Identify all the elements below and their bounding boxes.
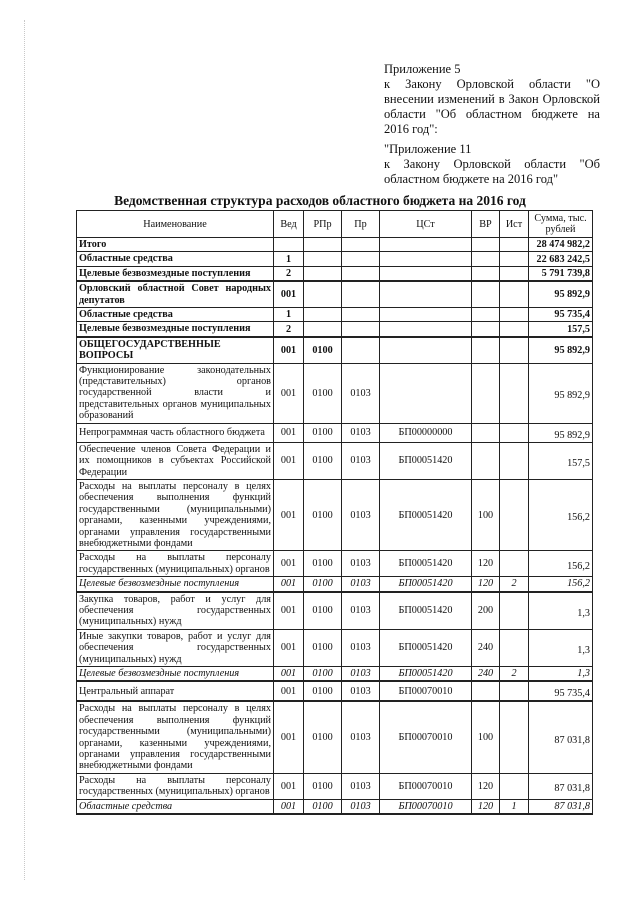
cell-ist [500,238,529,252]
header-vr: ВР [472,211,500,238]
cell-rpr: 0100 [304,442,342,479]
cell-vr [472,238,500,252]
cell-rpr: 0100 [304,551,342,577]
cell-rpr: 0100 [304,592,342,630]
cell-sum: 95 735,4 [529,681,593,701]
cell-vr: 100 [472,701,500,773]
cell-rpr [304,266,342,281]
cell-sum: 1,3 [529,629,593,666]
page-edge-marks [24,20,25,880]
annex-5-text: к Закону Орловской области "О внесении изменений в Закон Орловской области "Об областном бюджете на 2016 год": [384,77,600,136]
cell-ist [500,281,529,307]
table-row [77,337,593,363]
cell-pr: 0103 [342,442,380,479]
cell-name: Непрограммная часть областного бюджета [77,423,274,442]
cell-ist: 1 [500,799,529,814]
table-row [77,252,593,266]
table-row [77,423,593,442]
cell-rpr: 0100 [304,701,342,773]
cell-vr [472,266,500,281]
cell-rpr [304,322,342,337]
cell-vr [472,423,500,442]
cell-ist [500,337,529,363]
cell-ist [500,266,529,281]
cell-ist [500,252,529,266]
cell-cst [380,308,472,322]
cell-pr: 0103 [342,773,380,799]
cell-name: Орловский областной Совет народных депутатов [77,281,274,307]
cell-rpr: 0100 [304,799,342,814]
cell-cst: БП00051420 [380,577,472,592]
table-row [77,667,593,682]
cell-rpr: 0100 [304,337,342,363]
cell-vr [472,681,500,701]
table-body [77,238,593,815]
cell-name: Целевые безвозмездные поступления [77,266,274,281]
cell-pr: 0103 [342,629,380,666]
cell-ist [500,773,529,799]
table-row [77,238,593,252]
cell-sum: 87 031,8 [529,799,593,814]
cell-name: Областные средства [77,252,274,266]
annex-5-title: Приложение 5 [384,62,461,76]
cell-ist [500,442,529,479]
cell-ved: 001 [274,681,304,701]
cell-vr [472,363,500,423]
cell-cst [380,266,472,281]
table-row [77,479,593,550]
budget-table [76,210,593,815]
cell-name: Расходы на выплаты персоналу в целях обеспечения выполнения функций государственными (муниципальными) органами, казенными учреждениями, органами управления государственными внебюджетными фондами [77,479,274,550]
cell-cst [380,363,472,423]
table-row [77,701,593,773]
cell-cst: БП00070010 [380,701,472,773]
header-ved: Вед [274,211,304,238]
cell-ved: 001 [274,337,304,363]
cell-cst [380,337,472,363]
cell-cst: БП00070010 [380,681,472,701]
cell-rpr [304,308,342,322]
cell-pr: 0103 [342,423,380,442]
cell-cst [380,322,472,337]
cell-sum: 5 791 739,8 [529,266,593,281]
cell-pr: 0103 [342,592,380,630]
cell-vr [472,442,500,479]
table-row [77,799,593,814]
cell-name: Закупка товаров, работ и услуг для обеспечения государственных (муниципальных) нужд [77,592,274,630]
cell-ist [500,423,529,442]
cell-name: Областные средства [77,308,274,322]
cell-cst: БП00051420 [380,551,472,577]
cell-name: Целевые безвозмездные поступления [77,322,274,337]
cell-name: Функционирование законодательных (представительных) органов государственной власти и представительных органов муниципальных образований [77,363,274,423]
header-cst: ЦСт [380,211,472,238]
cell-rpr [304,281,342,307]
cell-cst [380,238,472,252]
cell-cst [380,252,472,266]
header-sum: Сумма, тыс. рублей [529,211,593,238]
cell-vr: 240 [472,629,500,666]
cell-pr: 0103 [342,363,380,423]
cell-rpr [304,238,342,252]
cell-ved: 001 [274,629,304,666]
cell-ist [500,592,529,630]
cell-vr [472,308,500,322]
cell-name: ОБЩЕГОСУДАРСТВЕННЫЕ ВОПРОСЫ [77,337,274,363]
cell-sum: 1,3 [529,667,593,682]
cell-sum: 28 474 982,2 [529,238,593,252]
cell-name: Расходы на выплаты персоналу в целях обеспечения выполнения функций государственными (муниципальными) органами, казенными учреждениями, органами управления государственными внебюджетными фондами [77,701,274,773]
cell-sum: 157,5 [529,322,593,337]
table-row [77,629,593,666]
cell-name: Расходы на выплаты персоналу государственных (муниципальных) органов [77,773,274,799]
cell-rpr: 0100 [304,681,342,701]
annex-11-title: "Приложение 11 [384,142,472,156]
cell-vr [472,252,500,266]
cell-ist [500,551,529,577]
cell-ist: 2 [500,577,529,592]
header-pr: Пр [342,211,380,238]
cell-sum: 95 735,4 [529,308,593,322]
cell-sum: 95 892,9 [529,363,593,423]
document-title: Ведомственная структура расходов областного бюджета на 2016 год [114,193,526,208]
cell-rpr: 0100 [304,629,342,666]
cell-pr: 0103 [342,681,380,701]
table-row [77,281,593,307]
table-row [77,681,593,701]
cell-cst [380,281,472,307]
table-row [77,363,593,423]
cell-ved: 001 [274,773,304,799]
cell-vr: 120 [472,577,500,592]
cell-ved: 001 [274,442,304,479]
cell-sum: 1,3 [529,592,593,630]
cell-vr [472,322,500,337]
cell-pr: 0103 [342,479,380,550]
annex-5-header [384,62,600,137]
cell-rpr: 0100 [304,423,342,442]
cell-ved: 001 [274,592,304,630]
cell-cst: БП00051420 [380,592,472,630]
cell-name: Обеспечение членов Совета Федерации и их помощников в субъектах Российской Федерации [77,442,274,479]
cell-pr [342,266,380,281]
cell-ist [500,701,529,773]
table-row [77,551,593,577]
cell-cst: БП00000000 [380,423,472,442]
cell-sum: 95 892,9 [529,337,593,363]
header-ist: Ист [500,211,529,238]
cell-ist [500,681,529,701]
cell-ved: 001 [274,423,304,442]
cell-name: Целевые безвозмездные поступления [77,667,274,682]
cell-pr: 0103 [342,667,380,682]
cell-name: Иные закупки товаров, работ и услуг для обеспечения государственных (муниципальных) нужд [77,629,274,666]
table-row [77,308,593,322]
cell-ved: 001 [274,577,304,592]
cell-ved: 001 [274,667,304,682]
cell-pr [342,322,380,337]
cell-name: Целевые безвозмездные поступления [77,577,274,592]
cell-sum: 156,2 [529,479,593,550]
cell-vr [472,281,500,307]
cell-pr [342,238,380,252]
cell-sum: 157,5 [529,442,593,479]
cell-pr [342,308,380,322]
cell-pr: 0103 [342,577,380,592]
cell-pr: 0103 [342,551,380,577]
cell-rpr: 0100 [304,363,342,423]
cell-ved: 2 [274,322,304,337]
cell-ved [274,238,304,252]
cell-sum: 156,2 [529,577,593,592]
cell-ist [500,322,529,337]
cell-cst: БП00051420 [380,442,472,479]
cell-sum: 95 892,9 [529,423,593,442]
cell-pr [342,337,380,363]
cell-name: Областные средства [77,799,274,814]
cell-sum: 22 683 242,5 [529,252,593,266]
cell-cst: БП00051420 [380,667,472,682]
cell-rpr [304,252,342,266]
cell-cst: БП00051420 [380,629,472,666]
cell-sum: 156,2 [529,551,593,577]
cell-pr: 0103 [342,799,380,814]
cell-vr [472,337,500,363]
cell-ist [500,363,529,423]
cell-ved: 2 [274,266,304,281]
cell-vr: 240 [472,667,500,682]
cell-vr: 120 [472,773,500,799]
cell-name: Расходы на выплаты персоналу государственных (муниципальных) органов [77,551,274,577]
table-row [77,322,593,337]
cell-rpr: 0100 [304,479,342,550]
cell-sum: 87 031,8 [529,701,593,773]
cell-vr: 120 [472,799,500,814]
cell-ist [500,479,529,550]
table-row [77,592,593,630]
cell-ved: 001 [274,479,304,550]
annex-11-text: к Закону Орловской области "Об областном бюджете на 2016 год" [384,157,600,186]
cell-ved: 1 [274,308,304,322]
cell-name: Центральный аппарат [77,681,274,701]
cell-vr: 100 [472,479,500,550]
table-row [77,773,593,799]
cell-vr: 200 [472,592,500,630]
table-row [77,577,593,592]
cell-ved: 1 [274,252,304,266]
header-rpr: РПр [304,211,342,238]
table-row [77,442,593,479]
cell-rpr: 0100 [304,577,342,592]
header-name: Наименование [77,211,274,238]
cell-sum: 87 031,8 [529,773,593,799]
cell-vr: 120 [472,551,500,577]
cell-ist [500,308,529,322]
cell-pr: 0103 [342,701,380,773]
table-row [77,266,593,281]
table-header-row [77,211,593,238]
cell-cst: БП00051420 [380,479,472,550]
cell-ist: 2 [500,667,529,682]
cell-sum: 95 892,9 [529,281,593,307]
cell-pr [342,252,380,266]
cell-pr [342,281,380,307]
cell-ved: 001 [274,799,304,814]
cell-ved: 001 [274,701,304,773]
cell-cst: БП00070010 [380,799,472,814]
annex-11-header [384,142,600,187]
cell-cst: БП00070010 [380,773,472,799]
cell-ist [500,629,529,666]
cell-ved: 001 [274,363,304,423]
cell-ved: 001 [274,551,304,577]
cell-name: Итого [77,238,274,252]
cell-ved: 001 [274,281,304,307]
cell-rpr: 0100 [304,773,342,799]
cell-rpr: 0100 [304,667,342,682]
